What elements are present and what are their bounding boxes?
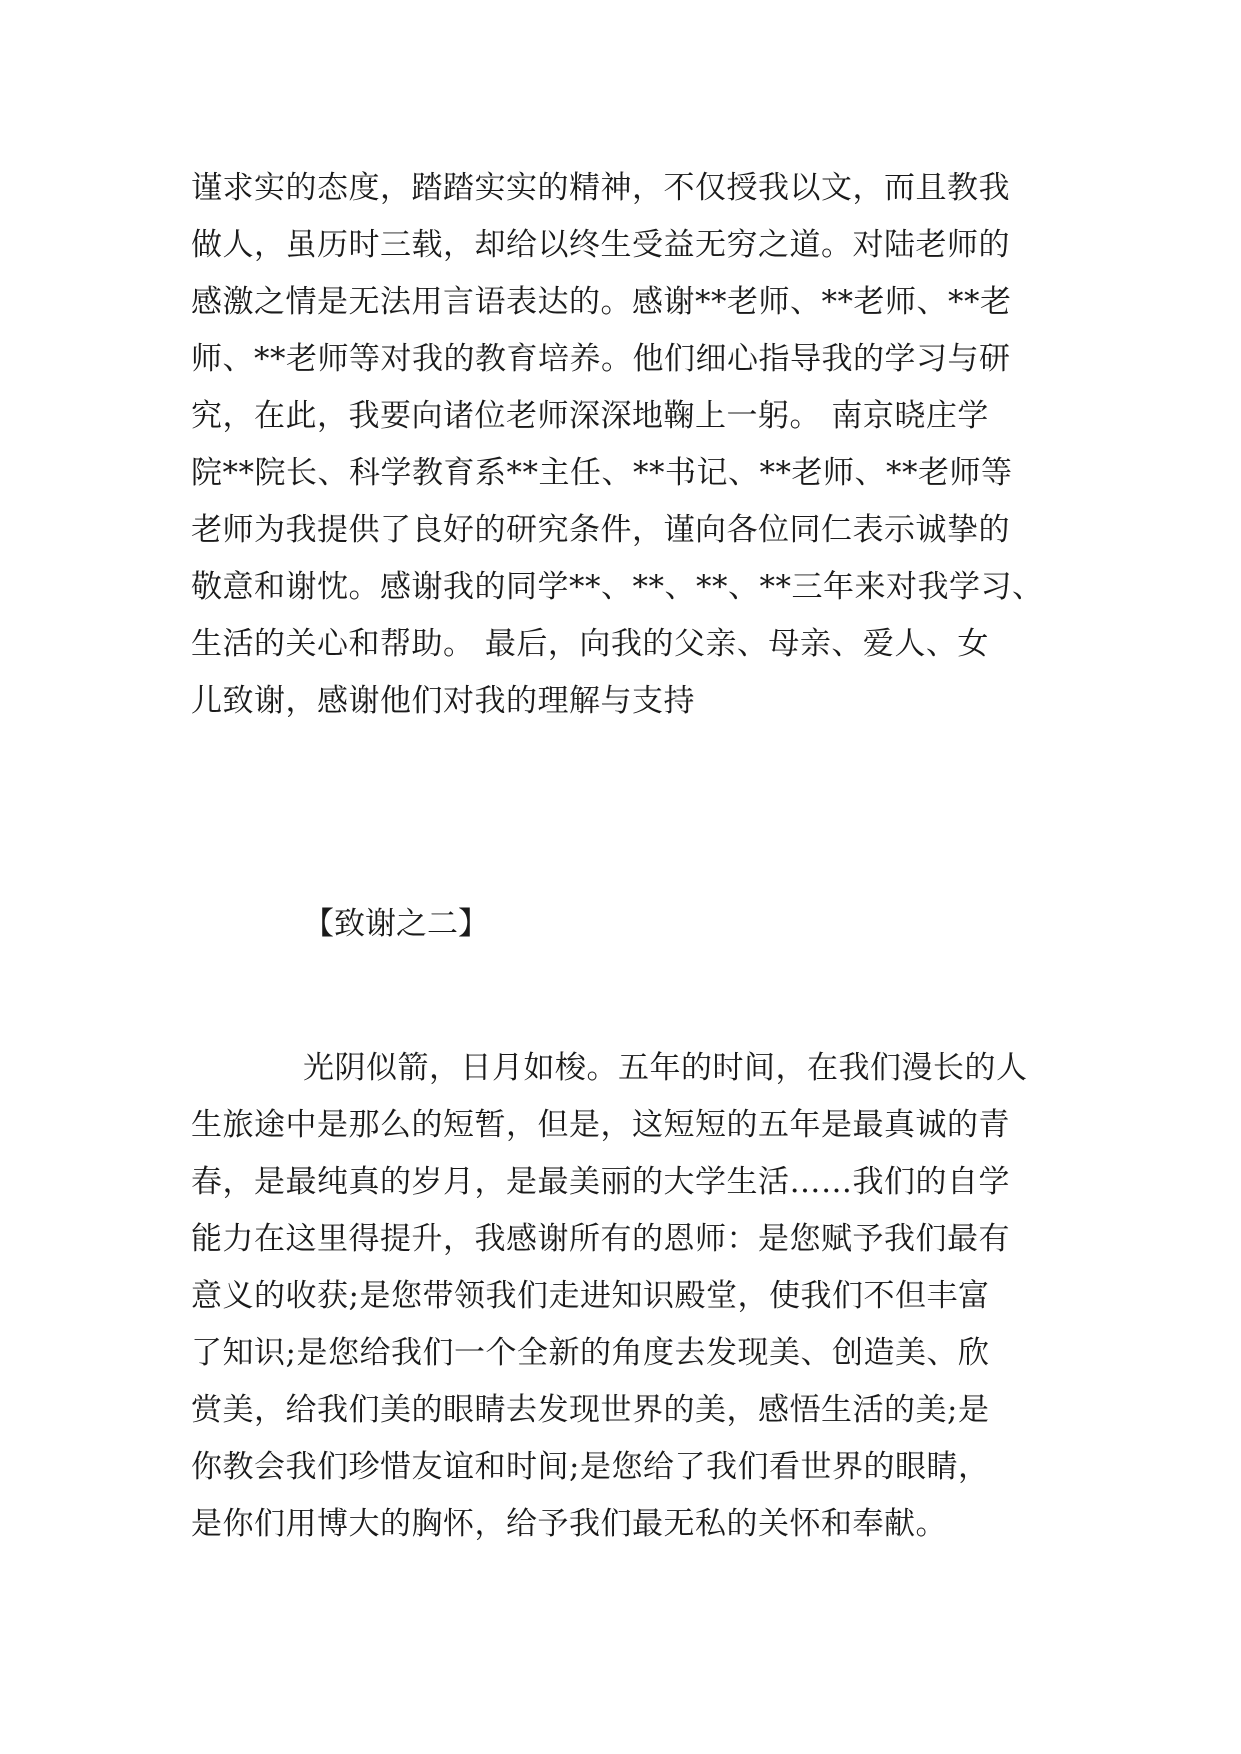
section1-line: 谨求实的态度，踏踏实实的精神，不仅授我以文，而且教我 bbox=[191, 170, 1010, 206]
section1-line: 老师为我提供了良好的研究条件，谨向各位同仁表示诚挚的 bbox=[191, 512, 1010, 548]
section1-line: 儿致谢，感谢他们对我的理解与支持 bbox=[191, 683, 695, 719]
section1-line: 敬意和谢忱。感谢我的同学**、**、**、**三年来对我学习、 bbox=[191, 569, 1044, 605]
section2-line: 意义的收获;是您带领我们走进知识殿堂，使我们不但丰富 bbox=[191, 1278, 990, 1314]
section2-line: 能力在这里得提升，我感谢所有的恩师：是您赋予我们最有 bbox=[191, 1221, 1010, 1257]
section1-line: 做人，虽历时三载，却给以终生受益无穷之道。对陆老师的 bbox=[191, 227, 1010, 263]
section1-line: 院**院长、科学教育系**主任、**书记、**老师、**老师等 bbox=[191, 455, 1013, 491]
section2-line: 赏美，给我们美的眼睛去发现世界的美，感悟生活的美;是 bbox=[191, 1392, 990, 1428]
section2-line: 光阴似箭，日月如梭。五年的时间，在我们漫长的人 bbox=[303, 1050, 1028, 1086]
section1-line: 究，在此，我要向诸位老师深深地鞠上一躬。 南京晓庄学 bbox=[191, 398, 989, 434]
section2-line: 春，是最纯真的岁月，是最美丽的大学生活……我们的自学 bbox=[191, 1164, 1010, 1200]
section2-line: 你教会我们珍惜友谊和时间;是您给了我们看世界的眼睛， bbox=[191, 1449, 990, 1485]
section2-line: 是你们用博大的胸怀，给予我们最无私的关怀和奉献。 bbox=[191, 1506, 947, 1542]
section2-line: 了知识;是您给我们一个全新的角度去发现美、创造美、欣 bbox=[191, 1335, 990, 1371]
section1-line: 感激之情是无法用言语表达的。感谢**老师、**老师、**老 bbox=[191, 284, 1012, 320]
section1-line: 生活的关心和帮助。 最后，向我的父亲、母亲、爱人、女 bbox=[191, 626, 989, 662]
section-heading: 【致谢之二】 bbox=[303, 906, 489, 942]
section2-line: 生旅途中是那么的短暂，但是，这短短的五年是最真诚的青 bbox=[191, 1107, 1010, 1143]
section1-line: 师、**老师等对我的教育培养。他们细心指导我的学习与研 bbox=[191, 341, 1011, 377]
